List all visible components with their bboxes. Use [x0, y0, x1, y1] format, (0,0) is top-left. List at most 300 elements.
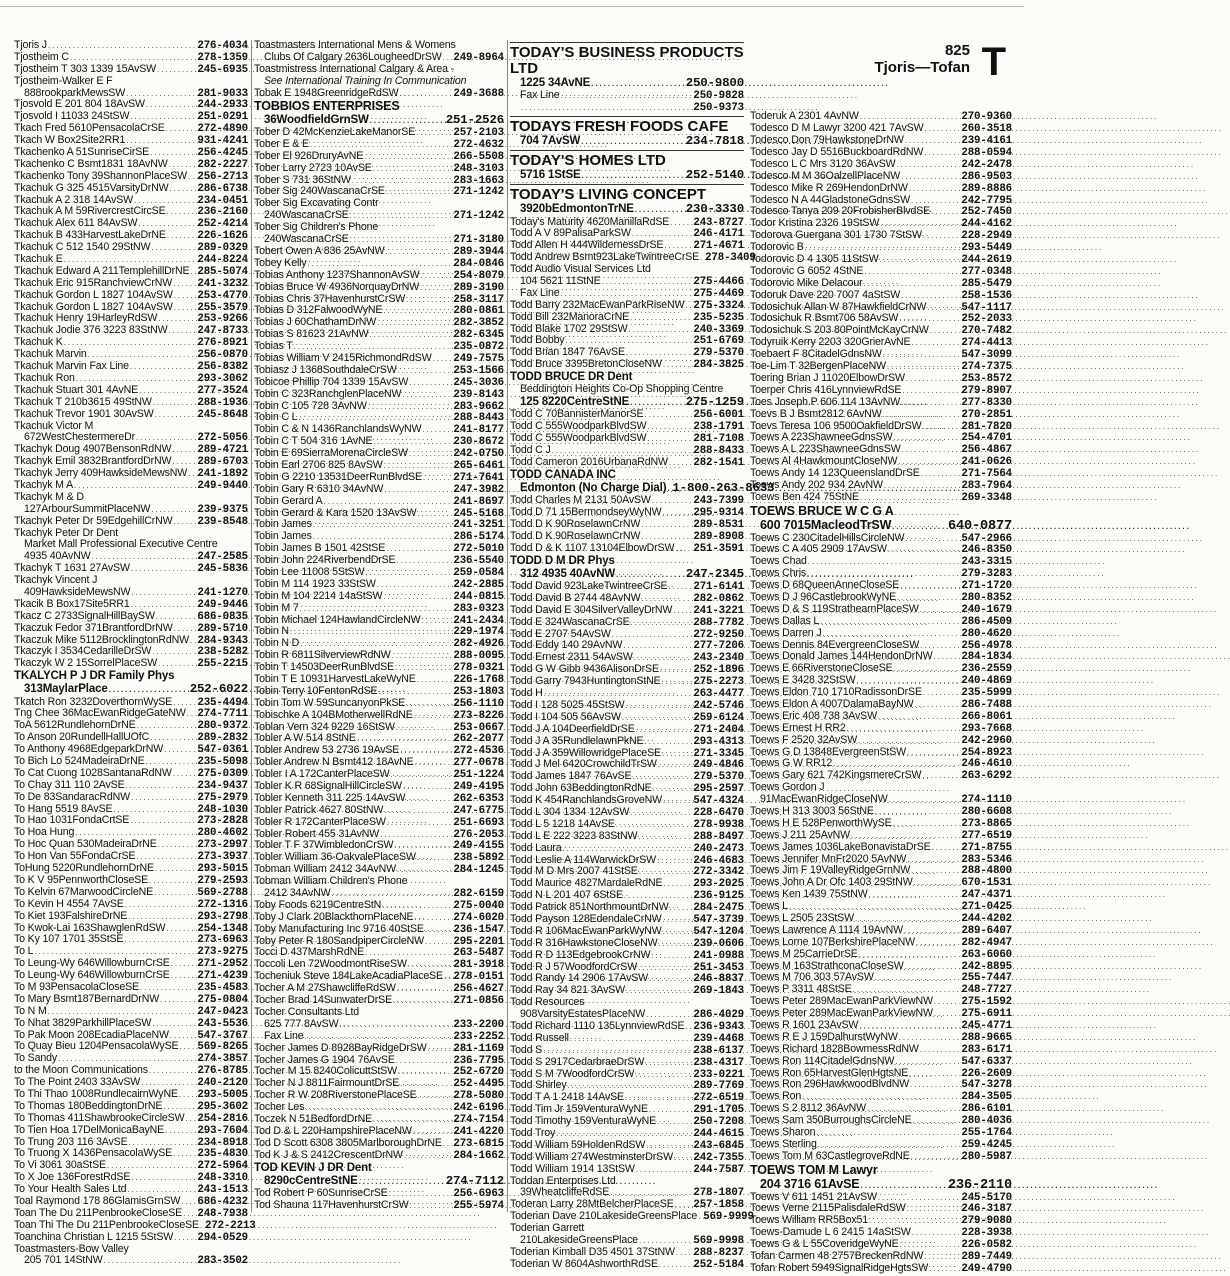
leader-dots — [929, 1263, 960, 1275]
phone-number: 275-2979 — [197, 791, 248, 804]
listing-name: Todd D K 90RoselawnCrNW — [510, 517, 641, 530]
leader-dots — [913, 1115, 961, 1127]
leader-dots — [384, 805, 452, 817]
leader-dots — [880, 254, 961, 266]
listing-name: Todesco L C Mrs 3120 36AvSW — [750, 157, 896, 170]
phone-number: 250-9373 — [693, 102, 744, 115]
leader-dots — [166, 123, 197, 135]
listing-name: Todesco Tanya 209 20FrobisherBlvdSE — [750, 205, 931, 218]
listing-name: Toews William RR5Box51 — [750, 1214, 868, 1227]
phone-number: 226-0582 — [961, 1239, 1012, 1252]
leader-dots — [166, 923, 196, 935]
listing-name: Toews Gordon J — [750, 781, 825, 794]
listing-name: To Truong X 1436PensacolaWySE — [14, 1147, 173, 1160]
phone-number: 1-800-263-8633 — [672, 481, 775, 496]
listing-name: Tocci D 437MarshRdNE — [254, 946, 365, 959]
listing-name: Tobin R 6811SilverviewRdNW — [254, 649, 391, 662]
leader-dots — [670, 902, 693, 914]
leader-dots — [300, 603, 453, 615]
listing-name: Tkachuk A 2 318 14AvSW — [14, 193, 133, 206]
listing-name: Todd Shirley — [510, 1079, 567, 1092]
leader-dots — [153, 397, 197, 409]
listing-name: TOEWS BRUCE W C G A — [750, 503, 894, 518]
leader-dots — [646, 1140, 692, 1152]
phone-number: 259-0584 — [453, 566, 504, 579]
leader-dots — [406, 698, 452, 710]
listing-name: Toews L — [750, 900, 788, 913]
leader-dots — [125, 899, 197, 911]
listing-entry — [254, 1043, 504, 1055]
leader-dots — [156, 611, 197, 623]
listing-name: 104 5621 11StNE — [520, 274, 601, 287]
listing-name: Tobin N — [254, 625, 289, 638]
leader-dots — [154, 887, 196, 899]
listing-entry — [254, 805, 504, 817]
phone-number: 228-6470 — [693, 806, 744, 819]
phone-number: 248-7727 — [961, 984, 1012, 997]
listing-name: 240WascanaCrSE — [264, 233, 349, 246]
leader-dots — [364, 151, 452, 163]
leader-dots — [152, 646, 196, 658]
listing-name: Tkachuk Henry 19HarleyRdSW — [14, 312, 158, 325]
listing-name: Toastmasters International Mens & Womens — [254, 39, 456, 51]
listing-name: Todd Bobby — [510, 334, 565, 347]
listing-name: To Thi Thao 1008RundlecairnWyNE — [14, 1087, 178, 1100]
listing-name: Todd Bruce 3395BretonCloseNW — [510, 358, 662, 371]
phone-number: 283-3502 — [197, 1255, 248, 1268]
listing-entry — [750, 1151, 1012, 1163]
phone-number: 284-1662 — [453, 1149, 504, 1162]
listing-name: Toderuk A 2301 4AvNW — [750, 110, 859, 123]
phone-number: 293-5449 — [961, 242, 1012, 255]
leader-dots — [157, 64, 196, 76]
listing-name: Toews Dennis 84EvergreenCloseSW — [750, 638, 920, 651]
listing-entry — [254, 1200, 504, 1212]
phone-number: 236-2160 — [197, 206, 248, 219]
listing-entry — [750, 409, 1012, 421]
leader-dots — [521, 102, 692, 114]
listing-name: Todd Maurice 4827MardaleRdNE — [510, 877, 663, 890]
leader-dots — [934, 996, 961, 1008]
leader-dots — [368, 401, 453, 413]
phone-number: 265-6461 — [453, 459, 504, 472]
phone-number: 249-4790 — [961, 1262, 1012, 1275]
listing-name: Todd Laura — [510, 841, 562, 854]
phone-number: 263-5487 — [453, 947, 504, 960]
listing-name: Toews C 230CitadelHillsCircleNW — [750, 531, 905, 544]
listing-name: Todd Charles M 2131 50AvSW — [510, 494, 651, 507]
phone-number: 293-7604 — [197, 1124, 248, 1137]
leader-dots — [907, 1203, 961, 1215]
listing-name: Toby Manufacturing Inc 9716 40StSE — [254, 922, 424, 935]
phone-number: 282-0862 — [693, 592, 744, 605]
phone-number: 246-3187 — [961, 1203, 1012, 1216]
listing-name: Tocher James D 8928BayRidgeDrSW — [254, 1041, 427, 1054]
leader-dots — [160, 994, 196, 1006]
listing-name: Tkachuk Marvin — [14, 348, 87, 361]
leader-dots — [383, 305, 452, 317]
listing-entry — [14, 385, 248, 397]
phone-number: 241-0626 — [961, 456, 1012, 469]
leader-dots — [923, 230, 960, 242]
phone-number: 295-3602 — [197, 1100, 248, 1113]
listing-name: Tobert Owen A 836 25AvNW — [254, 244, 385, 257]
leader-dots — [670, 217, 692, 229]
listing-name: Toews Andy 14 123QueenslandDrSE — [750, 467, 920, 480]
listing-entry — [14, 290, 248, 302]
phone-number: 286-4029 — [693, 1009, 744, 1022]
phone-number: 263-4477 — [693, 688, 744, 701]
listing-name: Todd G W Gibb 9436AlisonDrSE — [510, 663, 659, 676]
listing-name: Tobias Anthony 1237ShannonAvSW — [254, 268, 420, 281]
phone-number: 235-4830 — [197, 1148, 248, 1161]
listing-name: Toews G D 13848EvergreenStSW — [750, 745, 906, 758]
phone-number: 277-0678 — [453, 757, 504, 770]
leader-dots — [396, 1055, 453, 1067]
leader-dots — [152, 1018, 196, 1030]
listing-entry — [750, 830, 1012, 842]
phone-number: 289-8886 — [961, 182, 1012, 195]
leader-dots — [916, 937, 960, 949]
leader-dots — [895, 1056, 960, 1068]
phone-number: 239-9375 — [197, 503, 248, 516]
phone-number: 279-5370 — [693, 347, 744, 360]
leader-dots — [185, 1113, 196, 1125]
listing-name: Tobin James — [254, 518, 312, 531]
listing-entry — [254, 258, 504, 270]
listing-name: Todd L E 222 3223 83StNW — [510, 829, 638, 842]
leader-dots — [414, 912, 452, 924]
phone-number: 262-2077 — [453, 733, 504, 746]
listing-name: Tobler Andrew N Bsmt412 18AvNE — [254, 756, 414, 769]
phone-number: 228-3938 — [961, 1227, 1012, 1240]
leader-dots — [183, 1208, 196, 1220]
phone-number: 256-0870 — [197, 349, 248, 362]
phone-number: 285-5479 — [961, 277, 1012, 290]
listing-name: To Leung-Wy 646WillowburnCrSE — [14, 969, 170, 982]
listing-name: Todd N L 201 407 6StSE — [510, 889, 623, 902]
leader-dots — [823, 628, 961, 640]
leader-dots — [158, 839, 197, 851]
listing-entry — [510, 1247, 744, 1259]
phone-number: 275-3324 — [693, 299, 744, 312]
listing-name: Toews H E 528PenworthWySE — [750, 816, 892, 829]
listing-name: 127ArbourSummitPlaceNW — [24, 502, 151, 515]
leader-dots — [570, 1033, 693, 1045]
phone-number: 271-4239 — [197, 970, 248, 983]
listing-name: 91MacEwanRidgeCloseNW — [760, 793, 888, 806]
listing-entry — [254, 686, 504, 698]
listing-name: Tocher R W 208RiverstonePlaceSE — [254, 1089, 417, 1102]
listing-name: Tkach W Box2Site2RR1 — [14, 134, 126, 147]
phone-number: 273-8226 — [453, 709, 504, 722]
listing-name: Todd K 454RanchlandsGroveNW — [510, 794, 662, 807]
listing-entry — [14, 780, 248, 792]
column-divider — [251, 40, 252, 1212]
listing-name: To Hao 1031FondaCrtSE — [14, 814, 130, 827]
listing-name: Todesco N A 44GladstoneGdnsSW — [750, 193, 910, 206]
leader-dots — [188, 171, 196, 183]
leader-dots — [377, 579, 453, 591]
listing-name: Todd S 2917CedarbraeDrSW — [510, 1055, 645, 1068]
listing-name: To Cat Cuong 1028SantanaRdNW — [14, 766, 172, 779]
listing-name: 39WheatcliffeRdSE — [520, 1186, 610, 1199]
phone-number: 239-0606 — [693, 937, 744, 950]
phone-number: 280-9372 — [197, 720, 248, 733]
phone-number: 255-7447 — [961, 972, 1012, 985]
leader-dots — [386, 186, 453, 198]
listing-name: Tod D Scott 6308 3805MarlboroughDrNE — [254, 1136, 442, 1149]
listing-name: Toddan Enterprises Ltd — [510, 1174, 616, 1187]
phone-number: 272-4632 — [453, 138, 504, 151]
leader-dots — [893, 432, 960, 444]
listing-entry — [254, 151, 504, 163]
listing-entry — [750, 183, 1012, 195]
listing-name: Todd R D 113EdgebrookCrNW — [510, 948, 651, 961]
leader-dots — [630, 807, 692, 819]
leader-dots — [660, 664, 692, 676]
listing-name: Beddington Heights Co-Op Shopping Centre — [520, 383, 724, 396]
phone-number: 280-0861 — [453, 305, 504, 318]
phone-number: 274-7154 — [453, 1113, 504, 1126]
listing-entry — [750, 1056, 1012, 1068]
leader-dots — [173, 278, 196, 290]
phone-number: 288-8497 — [693, 830, 744, 843]
leader-dots — [816, 1127, 960, 1139]
listing-name: Tkachyk M A — [14, 478, 73, 491]
listing-name: To Kelvin 67MarwoodCircleNE — [14, 885, 154, 898]
leader-dots — [415, 757, 453, 769]
phone-number: 273-2828 — [197, 815, 248, 828]
listing-name: To De 83SandaracRdNW — [14, 790, 130, 803]
column-divider — [507, 40, 508, 1212]
listing-name: Todd Tim Jr 159VenturaWyNE — [510, 1103, 648, 1116]
phone-number: 240-2473 — [693, 842, 744, 855]
listing-entry — [510, 926, 744, 938]
listing-name: Tober Sig Excavating Contr — [254, 197, 379, 210]
leader-dots — [674, 1152, 692, 1164]
listing-name: Today's Maturity 4620ManillaRdSE — [510, 215, 670, 228]
leader-dots — [888, 544, 961, 556]
phone-number: 238-1791 — [693, 421, 744, 434]
leader-dots — [645, 1057, 692, 1069]
leader-dots — [443, 52, 453, 64]
listing-name: TODD CANADA INC — [510, 468, 616, 481]
listing-entry — [750, 949, 1012, 961]
phone-number: 280-8352 — [961, 591, 1012, 604]
listing-name: Todd Cameron 2016UrbanaRdNW — [510, 455, 668, 468]
phone-number: 288-7782 — [693, 616, 744, 629]
leader-dots — [669, 457, 692, 469]
phone-number: 272-5010 — [453, 543, 504, 556]
phone-number: 247-0423 — [197, 1005, 248, 1018]
listing-name: Toanchina Christian L 1215 5StSW — [14, 1230, 174, 1243]
listing-name: To Bich Lo 524MadeiraDrNE — [14, 755, 145, 768]
phone-number: 288-8433 — [693, 445, 744, 458]
listing-name: Tober Sig Children's Phone — [254, 221, 379, 234]
listing-name: Toews Sam 350BurroughsCircleNE — [750, 1114, 912, 1127]
listing-name: to the Moon Communications — [14, 1064, 148, 1077]
listing-name: Toews Donald James 144HendonDrNW — [750, 650, 933, 663]
listing-name: Toews John A Dr Ofc 1403 29StNW — [750, 876, 913, 889]
listing-name: Tocher M 15 8240ColicuttStSW — [254, 1065, 397, 1078]
phone-number: 241-1270 — [197, 586, 248, 599]
phone-number: 240-3369 — [693, 323, 744, 336]
leader-dots — [623, 640, 692, 652]
listing-name: Toews Darren J — [750, 626, 822, 639]
phone-number: 240-1679 — [961, 603, 1012, 616]
leader-dots — [179, 1089, 196, 1101]
phone-number: 289-2832 — [197, 732, 248, 745]
phone-number: 272-3342 — [693, 866, 744, 879]
listing-name: To Anthony 4968EdgeparkDrNW — [14, 743, 164, 756]
leader-dots — [339, 1019, 452, 1031]
phone-number: 263-6292 — [961, 770, 1012, 783]
phone-number: 252-4495 — [453, 1078, 504, 1091]
phone-number: 286-5174 — [453, 531, 504, 544]
phone-number: 255-1764 — [961, 1127, 1012, 1140]
listing-entry — [750, 604, 1012, 616]
leader-dots — [591, 77, 685, 90]
listing-entry — [14, 658, 248, 670]
listing-name: Tjoris J — [14, 39, 47, 51]
listing-entry — [510, 203, 744, 216]
phone-number: 252-1896 — [693, 664, 744, 677]
phone-number: 547-1204 — [693, 925, 744, 938]
phone-number: 257-1858 — [693, 1199, 744, 1212]
leader-dots — [414, 710, 453, 722]
listing-entry — [14, 492, 248, 504]
leader-dots — [155, 409, 197, 421]
listing-name: Toevs B J Bsmt2812 6AvNW — [750, 407, 882, 420]
phone-number: 242-6196 — [453, 1102, 504, 1115]
leader-dots — [70, 52, 196, 64]
phone-number: 273-6963 — [197, 934, 248, 947]
directory-page — [14, 39, 1014, 1275]
listing-entry — [510, 605, 744, 617]
listing-name: Tobler Patrick 4627 80StNW — [254, 803, 384, 816]
listing-entry — [254, 163, 504, 175]
listing-name: To Kiet 193FalshireDrNE — [14, 909, 128, 922]
phone-number: 246-8837 — [693, 973, 744, 986]
listing-name: Toews S 2 8112 36AvNW — [750, 1102, 866, 1115]
phone-number: 256-8382 — [197, 361, 248, 374]
listing-name: 5716 1StSE — [520, 169, 581, 182]
phone-number: 233-0221 — [693, 1068, 744, 1081]
listing-name: Toews C A 405 2909 17AvSW — [750, 543, 887, 556]
listing-name: 312 4935 40AvNW — [520, 567, 616, 580]
listing-entry — [510, 1057, 744, 1069]
listing-entry — [750, 818, 1012, 830]
leader-dots — [911, 865, 960, 877]
phone-number: 271-7641 — [453, 471, 504, 484]
listing-name: Tocheniuk Steve 184LakeAcadiaPlaceSE — [254, 970, 443, 983]
listing-name: Toe-Lim T 32BergenPlaceNW — [750, 360, 886, 373]
leader-dots — [905, 533, 960, 545]
leader-dots — [698, 1211, 702, 1223]
phone-number: 547-6337 — [961, 1055, 1012, 1068]
listing-name: Todd C J — [510, 444, 551, 457]
listing-entry — [14, 1218, 256, 1232]
listing-name: To Trung 203 116 3AvSE — [14, 1135, 128, 1148]
phone-number: 254-2816 — [197, 1112, 248, 1125]
leader-dots — [422, 424, 452, 436]
leader-dots — [930, 325, 961, 337]
leader-dots — [409, 448, 452, 460]
listing-name: Toews H 313 3003 56StNE — [750, 805, 874, 817]
phone-number: 235-4494 — [197, 696, 248, 709]
phone-number: 282-2227 — [197, 158, 248, 171]
listing-entry — [254, 1175, 504, 1188]
phone-number: 547-0361 — [197, 744, 248, 757]
listing-name: Tkachyk Emil 3832BrantfordDrNW — [14, 455, 172, 468]
listing-name: Toews Verne 2115PalisdaleRdSW — [750, 1202, 906, 1215]
listing-name: Toews Jim F 19ValleyRidgeGrnNW — [750, 864, 911, 877]
leader-dots — [543, 1045, 692, 1057]
leader-dots — [893, 818, 961, 830]
page-guide-header — [750, 42, 1006, 112]
phone-number: 273-2997 — [197, 839, 248, 852]
leader-dots — [397, 983, 453, 995]
listing-name: Toews G & L 55CoveridgeWyNE — [750, 1238, 899, 1251]
phone-number: 272-6519 — [693, 1092, 744, 1105]
leader-dots — [901, 171, 960, 183]
phone-number: 251-2526 — [445, 112, 504, 127]
listing-entry — [254, 1188, 504, 1200]
listing-name: Todesco M M 36OalzellPlaceNW — [750, 169, 901, 182]
listing-name: Tobin James — [254, 530, 312, 543]
listing-name: To Hoa Hung — [14, 826, 75, 839]
phone-number: 242-2885 — [453, 578, 504, 591]
listing-entry — [510, 312, 744, 324]
listing-name: Todd Resources — [510, 996, 585, 1009]
leader-dots — [563, 843, 693, 855]
phone-number: 249-4195 — [453, 781, 504, 794]
listing-name: Todd I 104 505 56AvSW — [510, 710, 621, 723]
listing-name: Toews Eldon 710 1710RadissonDrSE — [750, 686, 922, 699]
listing-entry — [14, 611, 248, 623]
phone-number: 547-3767 — [197, 1029, 248, 1042]
listing-name: To Pak Moon 208EcadiaPlaceNW — [14, 1028, 169, 1041]
phone-number: 241-2434 — [453, 614, 504, 627]
listing-name: Tkachyk M & D — [14, 490, 84, 503]
leader-dots — [927, 302, 960, 314]
listing-entry — [750, 711, 1012, 723]
leader-dots — [647, 421, 692, 433]
listing-entry — [254, 1031, 504, 1043]
phone-number: 278-0321 — [453, 662, 504, 675]
listing-name: Todosichuk Allan W 87HawkfieldCrNW — [750, 300, 927, 313]
page-number: 825 — [944, 42, 970, 59]
listing-name: Toews Ron 114CitadelGdnsNW — [750, 1054, 895, 1067]
leader-dots — [662, 676, 693, 688]
listing-name: Toews G W RR12 — [750, 757, 833, 770]
business-heading — [510, 116, 744, 135]
listing-entry — [750, 1044, 1012, 1056]
leader-dots — [638, 831, 692, 843]
phone-number: 246-4171 — [693, 228, 744, 241]
phone-number: 226-1626 — [197, 230, 248, 243]
listing-name: Tkachyk Vincent J — [14, 574, 98, 587]
phone-number: 278-1359 — [197, 51, 248, 64]
listing-name: Toews Ernest H RR2 — [750, 721, 846, 734]
leader-dots — [130, 361, 196, 373]
phone-number: 272-5964 — [197, 1160, 248, 1173]
phone-number: 235-0872 — [453, 341, 504, 354]
listing-name: To Thomas 180BeddingtonDrNE — [14, 1099, 163, 1112]
listing-name: Toews V 611 1451 21AvSW — [750, 1190, 877, 1203]
listing-name: Tkachyk Jerry 409HawksideMewsNW — [14, 467, 188, 480]
